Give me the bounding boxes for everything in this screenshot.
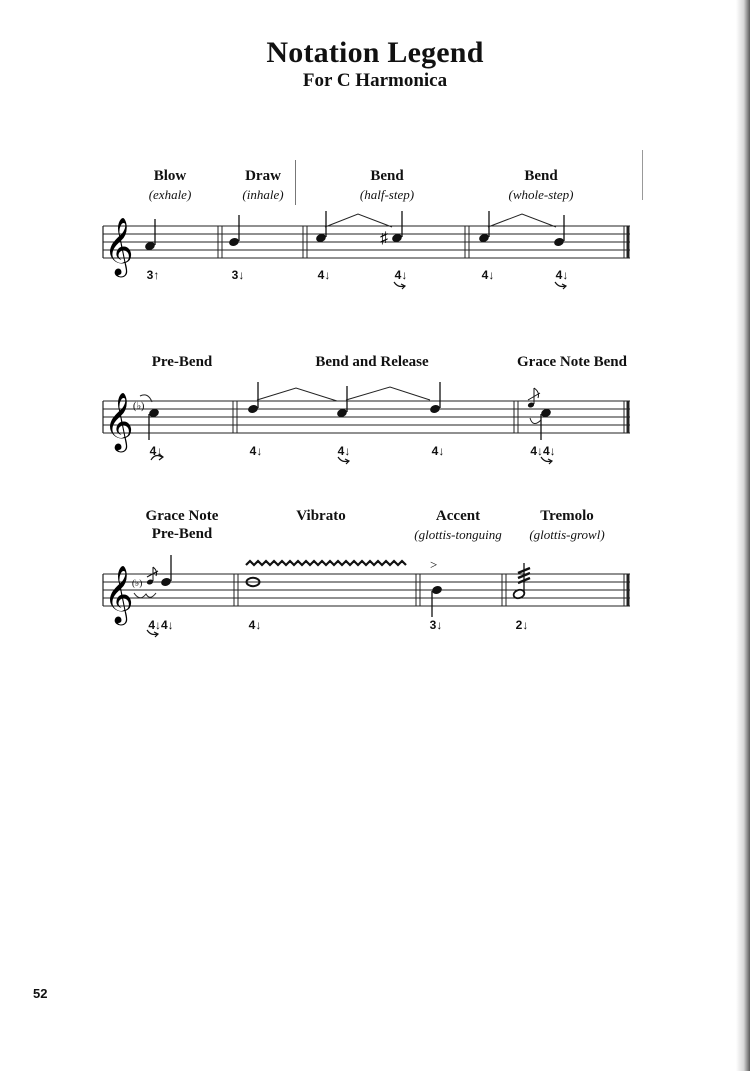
page-number: 52 — [33, 986, 48, 1001]
sub-bend-half: (half-step) — [359, 187, 415, 202]
note-grace-pre-bend — [160, 555, 172, 587]
label-tremolo: Tremolo — [540, 508, 594, 524]
tab-bend-whole-2: 4↓ — [555, 268, 569, 282]
tab-vibrato: 4↓ — [248, 618, 262, 632]
bend-slur — [346, 387, 430, 400]
note-bend-release-2 — [336, 386, 348, 418]
guide-mark — [295, 160, 296, 205]
label-grace-bend: Grace Note Bend — [517, 354, 627, 370]
note-pre-bend — [148, 408, 160, 440]
treble-clef-icon: 𝄞 — [104, 392, 134, 450]
note-bend-half-2 — [391, 211, 403, 243]
grace-note — [527, 388, 540, 408]
page-edge-shadow — [736, 0, 750, 1071]
guide-mark — [642, 150, 643, 200]
note-grace-bend — [540, 408, 552, 440]
treble-clef-icon: 𝄞 — [104, 565, 134, 623]
sub-bend-whole: (whole-step) — [508, 187, 574, 202]
tab-bend-half-1: 4↓ — [317, 268, 331, 282]
pre-bend-notehead-icon: (♭) — [133, 401, 145, 412]
sub-accent: (glottis-tonguing — [414, 527, 502, 542]
accent-icon: > — [430, 557, 438, 572]
grace-slur — [134, 593, 156, 598]
sharp-icon: ♯ — [380, 230, 388, 247]
note-tremolo — [512, 563, 530, 600]
grace-note — [146, 567, 158, 585]
staff-lines — [103, 226, 630, 258]
staff-lines — [103, 574, 630, 606]
tab-tremolo: 2↓ — [515, 618, 529, 632]
note-bend-whole-2 — [553, 215, 565, 247]
pre-bend-notehead-icon: (♭) — [132, 578, 143, 588]
staff-row-2 — [0, 380, 750, 470]
tab-pre-bend: 4↓ — [149, 444, 163, 458]
sub-tremolo: (glottis-growl) — [529, 527, 605, 542]
note-bend-release-1 — [247, 382, 259, 414]
label-bend-whole: Bend — [524, 168, 558, 184]
staff-lines — [103, 401, 630, 433]
sub-draw: (inhale) — [242, 187, 284, 202]
label-accent: Accent — [435, 508, 481, 524]
label-draw: Draw — [245, 168, 281, 184]
label-vibrato: Vibrato — [296, 508, 346, 524]
treble-clef-icon: 𝄞 — [104, 217, 134, 275]
sub-blow: (exhale) — [148, 187, 192, 202]
bend-slur — [257, 388, 337, 401]
label-bend-half: Bend — [370, 168, 404, 184]
note-blow — [144, 219, 156, 251]
note-accent — [431, 585, 443, 617]
tab-bend-whole-1: 4↓ — [481, 268, 495, 282]
tab-blow: 3↑ — [146, 268, 160, 282]
page-title: Notation Legend — [266, 36, 484, 69]
tab-bend-release-3: 4↓ — [431, 444, 445, 458]
label-pre-bend: Pre-Bend — [151, 354, 213, 370]
tab-grace-bend: 4↓4↓ — [530, 444, 556, 458]
label-grace-pre-bend-1: Grace Note — [145, 508, 219, 524]
tab-bend-half-2: 4↓ — [394, 268, 408, 282]
note-bend-release-3 — [429, 382, 441, 414]
tab-bend-release-2: 4↓ — [337, 444, 351, 458]
grace-slur — [530, 418, 541, 424]
staff-row-1 — [0, 205, 750, 295]
tab-bend-release-1: 4↓ — [249, 444, 263, 458]
page-subtitle: For C Harmonica — [302, 70, 448, 91]
bend-slur — [325, 214, 392, 227]
label-bend-release: Bend and Release — [315, 354, 429, 370]
label-blow: Blow — [153, 168, 187, 184]
bend-slur — [488, 214, 556, 227]
tab-accent: 3↓ — [429, 618, 443, 632]
label-grace-pre-bend-2: Pre-Bend — [151, 526, 213, 542]
tab-grace-pre-bend: 4↓4↓ — [148, 618, 174, 632]
note-draw — [228, 215, 240, 247]
staff-row-3 — [0, 553, 750, 643]
tab-draw: 3↓ — [231, 268, 245, 282]
vibrato-wave-icon — [246, 561, 406, 565]
